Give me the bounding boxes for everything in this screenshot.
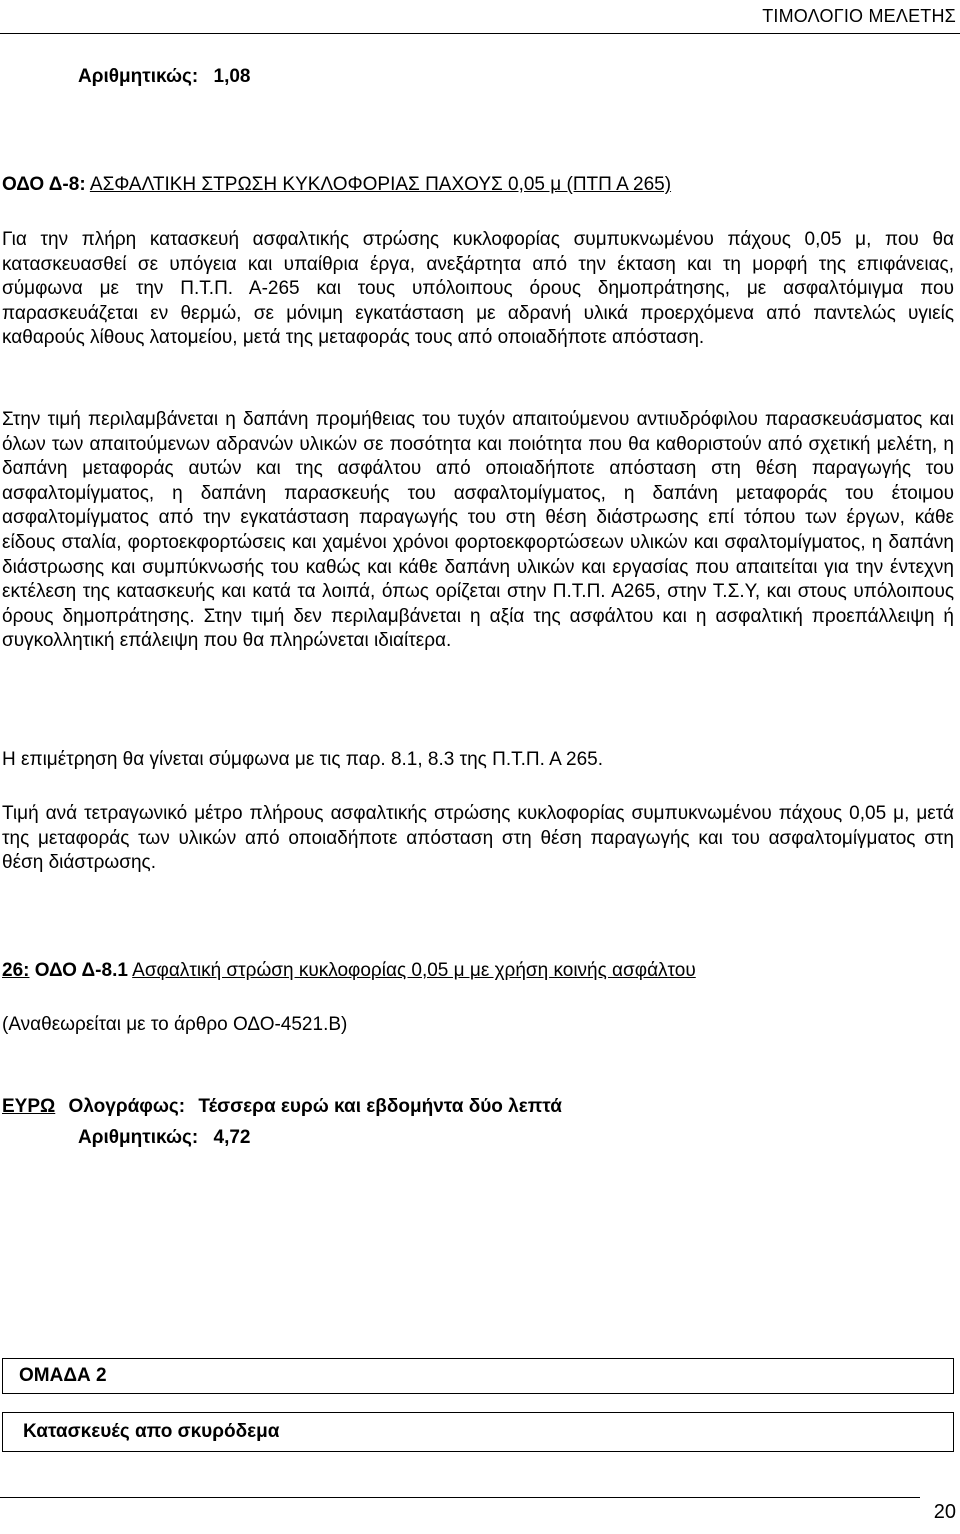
numeric-label: Αριθμητικώς: <box>78 66 199 87</box>
page-number: 20 <box>933 1501 956 1523</box>
footer-divider <box>0 1497 920 1498</box>
article-heading <box>2 960 696 982</box>
article-code: ΟΔΟ Δ-8.1 <box>34 960 128 981</box>
unit-price-paragraph: Τιμή ανά τετραγωνικό μέτρο πλήρους ασφαλτικής στρώσης κυκλοφορίας συμπυκνωμένου πάχους 0,05 μ, μετά της μεταφοράς των υλικών από οποιαδήποτε απόσταση στη θέση παραγωγής και του ασφαλτομίγματος στη θέση διάστρωσης. <box>2 803 954 874</box>
revision-note: (Αναθεωρείται με το άρθρο ΟΔΟ-4521.Β) <box>2 1014 348 1035</box>
group-title: ΟΜΑΔΑ 2 <box>19 1365 107 1386</box>
prev-item-price <box>78 66 251 88</box>
words-label: Ολογράφως: <box>68 1096 186 1117</box>
currency-label: ΕΥΡΩ <box>2 1096 56 1117</box>
item-title: ΑΣΦΑΛΤΙΚΗ ΣΤΡΩΣΗ ΚΥΚΛΟΦΟΡΙΑΣ ΠΑΧΟΥΣ 0,05 μ (ΠΤΠ Α 265) <box>89 174 672 195</box>
header-title: ΤΙΜΟΛΟΓΙΟ ΜΕΛΕΤΗΣ <box>762 6 956 26</box>
group-subtitle: Κατασκευές απο σκυρόδεμα <box>23 1421 280 1442</box>
group-subtitle-box <box>2 1412 954 1452</box>
item-code: ΟΔΟ Δ-8: <box>2 174 86 195</box>
item-heading <box>2 174 671 196</box>
measurement-paragraph: Η επιμέτρηση θα γίνεται σύμφωνα με τις παρ. 8.1, 8.3 της Π.Τ.Π. Α 265. <box>2 749 604 770</box>
group-title-box <box>2 1358 954 1394</box>
article-number: 26: <box>2 960 30 981</box>
numeric-label: Αριθμητικώς: <box>78 1127 199 1148</box>
header-divider <box>0 33 960 34</box>
words-value: Τέσσερα ευρώ και εβδομήντα δύο λεπτά <box>198 1096 562 1117</box>
inclusion-paragraph: Στην τιμή περιλαμβάνεται η δαπάνη προμήθειας του τυχόν απαιτούμενου αντιυδρόφιλου παρασκευάσματος και όλων των απαιτούμενων αδρανών υλικών σε ποσότητα και ποιότητα που θα καθοριστούν από σχετική μελέτη, η δαπάνη μεταφοράς αυτών και της ασφάλτου από οποιαδήποτε απόσταση στη θέση παραγωγής του ασφαλτομίγματος, η δαπάνη παρασκευής του ασφαλτομίγματος, η δαπάνη μεταφοράς του έτοιμου ασφαλτομίγματος από την εγκατάσταση παραγωγής του στη θέση διάστρωσης επί τόπου των έργων, κάθε είδους σταλία, φορτοεκφορτώσεις και χαμένοι χρόνοι φορτοεκφορτώσεων υλικών και σφαλτομίγματος, η δαπάνη διάστρωσης και συμπύκνωσής του καθώς και κάθε δαπάνη υλικών και εργασίας που απαιτείται για την έντεχνη εκτέλεση της κατασκευής και κατά τα λοιπά, όπως ορίζεται στην Π.Τ.Π. Α265, στην Τ.Σ.Υ, και στους υπόλοιπους όρους δημοπράτησης. Στην τιμή δεν περιλαμβάνεται η αξία της ασφάλτου και η ασφαλτική προεπάλλειψη ή συγκολλητική επάλειψη που θα πληρώνεται ιδιαίτερα. <box>2 409 954 652</box>
price-numeric <box>78 1127 251 1149</box>
price-in-words <box>2 1096 562 1118</box>
numeric-value: 4,72 <box>213 1127 251 1148</box>
numeric-value: 1,08 <box>213 66 251 87</box>
article-title: Ασφαλτική στρώση κυκλοφορίας 0,05 μ με χρήση κοινής ασφάλτου <box>132 960 696 981</box>
description-paragraph: Για την πλήρη κατασκευή ασφαλτικής στρώσης κυκλοφορίας συμπυκνωμένου πάχους 0,05 μ, που θα κατασκευασθεί σε υπόγεια και υπαίθρια έργα, ανεξάρτητα από την έκταση και τη μορφή της επιφάνειας, σύμφωνα με την Π.Τ.Π. Α-265 και τους υπόλοιπους όρους δημοπράτησης, με ασφαλτόμιγμα που παρασκευάζεται εν θερμώ, σε μόνιμη εγκατάσταση με αδρανή υλικά προερχόμενα από παντελώς υγιείς καθαρούς λίθους λατομείου, μετά της μεταφοράς τους από οποιαδήποτε απόσταση. <box>2 229 954 349</box>
